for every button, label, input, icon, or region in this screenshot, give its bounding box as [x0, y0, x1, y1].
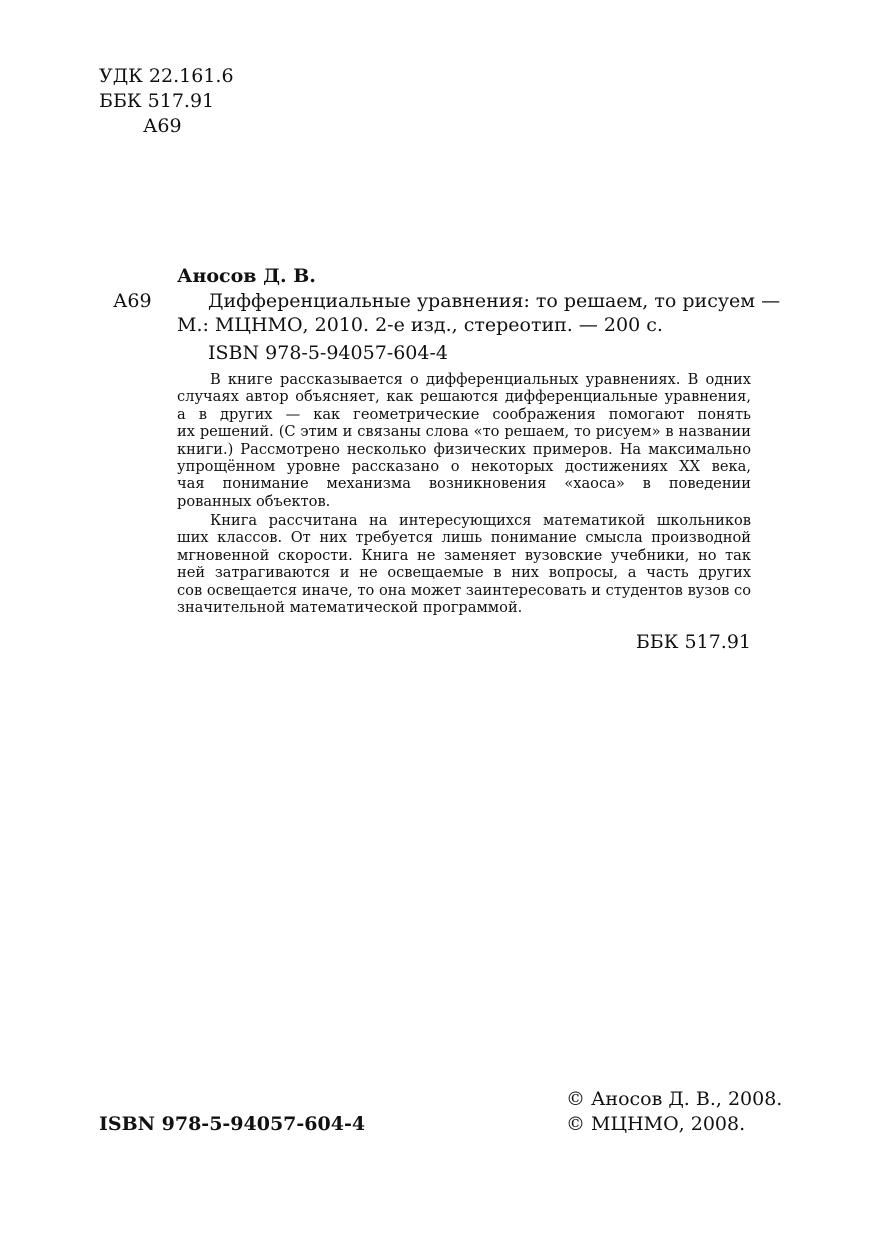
abstract-line: упрощённом уровне рассказано о некоторых достижениях XX века,	[177, 457, 751, 475]
abstract-paragraph-2	[177, 512, 751, 616]
abstract-line: мгновенной скорости. Книга не заменяет вузовские учебники, но так	[177, 546, 751, 564]
abstract-line: ших классов. От них требуется лишь понимание смысла производной	[177, 529, 751, 547]
book-title-line1: Дифференциальные уравнения: то решаем, то рисуем —	[208, 290, 781, 312]
copyright-publisher: © МЦНМО, 2008.	[566, 1113, 746, 1135]
bbk-code: ББК 517.91	[99, 90, 215, 112]
abstract-line: а в других — как геометрические соображения помогают понять	[177, 405, 751, 423]
bbk-classification: ББК 517.91	[635, 631, 751, 653]
copyright-author: © Аносов Д. В., 2008.	[566, 1088, 783, 1110]
abstract-line: сов освещается иначе, то она может заинтересовать и студентов вузов со	[177, 581, 751, 599]
abstract-line: книги.) Рассмотрено несколько физических примеров. На максимально	[177, 440, 751, 458]
footer-isbn: ISBN 978-5-94057-604-4	[99, 1113, 366, 1135]
abstract-line: их решений. (С этим и связаны слова «то решаем, то рисуем» в названии	[177, 423, 751, 441]
abstract-line: рованных объектов.	[177, 492, 331, 510]
abstract-paragraph-1	[177, 371, 751, 510]
entry-isbn: ISBN 978-5-94057-604-4	[208, 342, 448, 364]
abstract-line: чая понимание механизма возникновения «хаоса» в поведении	[177, 475, 751, 493]
abstract-line: значительной математической программой.	[177, 598, 523, 616]
abstract-line: случаях автор объясняет, как решаются дифференциальные уравнения,	[177, 388, 751, 406]
abstract-line: ней затрагиваются и не освещаемые в них вопросы, а часть других	[177, 564, 751, 582]
author-sign: А69	[143, 115, 182, 137]
abstract-line: В книге рассказывается о дифференциальных уравнениях. В одних	[210, 371, 751, 388]
book-title-line2: М.: МЦНМО, 2010. 2-е изд., стереотип. — 200 с.	[177, 314, 663, 336]
author-name: Аносов Д. В.	[177, 265, 316, 287]
udk-code: УДК 22.161.6	[99, 65, 234, 87]
author-sign-entry: А69	[113, 290, 152, 312]
abstract-line: Книга рассчитана на интересующихся математикой школьников	[210, 512, 751, 529]
